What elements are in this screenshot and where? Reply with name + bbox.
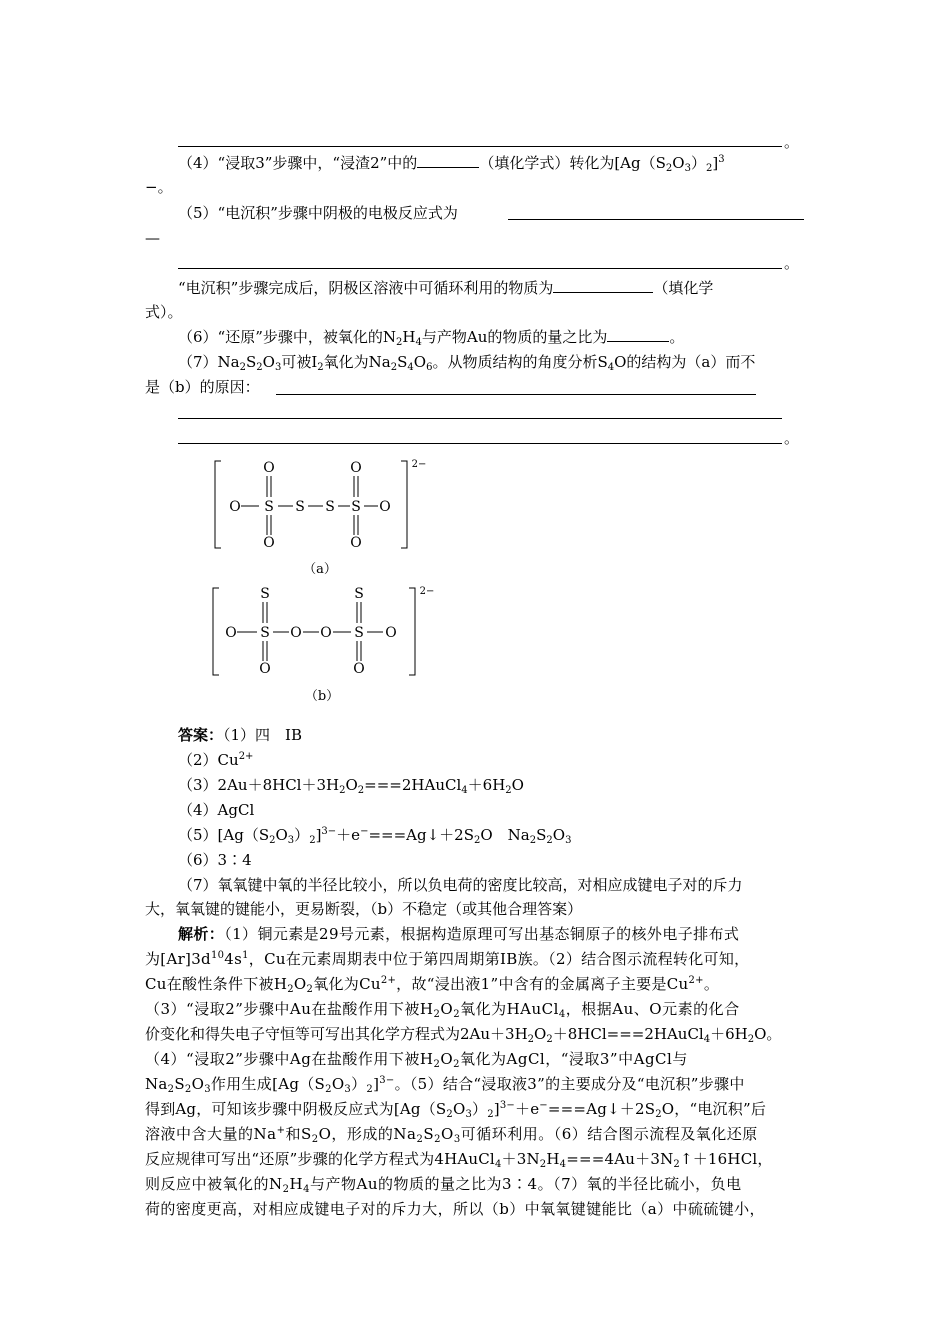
atom-b-bot-2: O bbox=[353, 661, 365, 677]
analysis-line-6: （4）“浸取2”步骤中Ag在盐酸作用下被$H_2O_2$氧化为AgCl，“浸取3”中AgCl与 bbox=[145, 1050, 688, 1070]
atom-a-top-1: O bbox=[263, 460, 275, 476]
analysis-line-7: $Na_2S_2O_3$作用生成$[Ag(S_2O_3)_2]^{3-}$。（5）结合“浸取液3”的主要成分及“电沉积”步骤中 bbox=[145, 1075, 745, 1095]
atom-a-top-2: O bbox=[350, 460, 362, 476]
answer-line-3: $(3)2Au+8HCl+3H_2O_2===2HAuCl_4+6H_2O$ bbox=[178, 776, 524, 796]
atom-a-bot-1: O bbox=[263, 535, 275, 551]
answer-line-7b: 大，氧氧键的键能小，更易断裂，（b）不稳定（或其他合理答案） bbox=[145, 900, 583, 918]
label-a: （a） bbox=[303, 562, 337, 577]
atom-a-mid-4: S bbox=[325, 499, 335, 515]
answer-line-5: $(5)[Ag(S_2O_3)_2]^{3-}+e^-===Ag↓+2S_2O$ $Na_2S_2O_3$ bbox=[178, 826, 572, 846]
q5-recycle-blank[interactable] bbox=[553, 278, 653, 293]
q7-line-1: $(7)Na_2S_2O_3$可被$I_2$氧化为$Na_2S_4O_6$。从物质结构的角度分析$S_4O$的结构为（a）而不 bbox=[178, 353, 756, 373]
q4-continuation: −。 bbox=[145, 178, 173, 196]
q4-blank[interactable] bbox=[417, 153, 479, 168]
q7-line-2: 是（b）的原因： bbox=[145, 378, 260, 396]
q5-end-mark: 。 bbox=[784, 254, 800, 272]
q5-dash: — bbox=[145, 229, 160, 247]
atom-a-mid-2: S bbox=[264, 499, 274, 515]
atom-b-mid-4: O bbox=[320, 625, 332, 641]
analysis-line-5: 价变化和得失电子守恒等可写出其化学方程式为$2Au+3H_2O_2+8HCl===2HAuCl_4+6H_2O$。 bbox=[145, 1025, 782, 1045]
answer-line-7a: （7）氧氧键中氧的半径比较小，所以负电荷的密度比较高，对相应成键电子对的斥力 bbox=[178, 876, 743, 894]
atom-b-mid-5: S bbox=[354, 625, 364, 641]
atom-a-mid-5: S bbox=[351, 499, 361, 515]
q7-blank-3[interactable] bbox=[178, 443, 782, 444]
analysis-line-12: 荷的密度更高，对相应成键电子对的斥力大，所以（b）中氧氧键键能比（a）中硫硫键小， bbox=[145, 1200, 765, 1218]
atom-b-top-2: S bbox=[354, 586, 364, 602]
analysis-line-11: 则反应中被氧化的$N_2H_4$与产物Au的物质的量之比为3∶4。（7）氧的半径比硫小，负电 bbox=[145, 1175, 742, 1195]
q5-blank-1[interactable] bbox=[508, 219, 804, 220]
analysis-line-3: Cu在酸性条件下被$H_2O_2$氧化为$Cu^{2+}$，故“浸出液1”中含有的金属离子主要是$Cu^{2+}$。 bbox=[145, 975, 720, 995]
q5-blank-2[interactable] bbox=[178, 268, 782, 269]
atom-a-mid-3: S bbox=[295, 499, 305, 515]
q5-line: （5）“电沉积”步骤中阴极的电极反应式为 bbox=[178, 204, 458, 222]
atom-b-bot-1: O bbox=[259, 661, 271, 677]
atom-b-mid-3: O bbox=[290, 625, 302, 641]
atom-b-top-1: S bbox=[260, 586, 270, 602]
label-b: （b） bbox=[304, 689, 340, 704]
analysis-title: 解析： bbox=[178, 925, 225, 943]
answer-line-2: $(2)Cu^{2+}$ bbox=[178, 751, 254, 769]
analysis-line-4: （3）“浸取2”步骤中Au在盐酸作用下被$H_2O_2$氧化为HAuCl$_4$，根据Au、O元素的化合 bbox=[145, 1000, 740, 1020]
answer-line-6: （6）3∶4 bbox=[178, 851, 252, 869]
structure-figure-a bbox=[205, 455, 445, 583]
q7-blank-1[interactable] bbox=[276, 394, 756, 395]
analysis-line-2: 为$[Ar]3d^{10}4s^1$，Cu在元素周期表中位于第四周期第ⅠB族。（2）结合图示流程转化可知， bbox=[145, 950, 750, 968]
atom-a-mid-6: O bbox=[379, 499, 391, 515]
atom-b-mid-1: O bbox=[225, 625, 237, 641]
analysis-line-1: 解析：（1）铜元素是29号元素，根据构造原理可写出基态铜原子的核外电子排布式 bbox=[178, 925, 740, 943]
q6-blank[interactable] bbox=[607, 327, 669, 342]
atom-a-mid-1: O bbox=[229, 499, 241, 515]
charge-a: 2− bbox=[411, 459, 427, 470]
analysis-line-10: 反应规律可写出“还原”步骤的化学方程式为$4HAuCl_4+3N_2H_4===4Au+3N_2↑+16HCl$， bbox=[145, 1150, 773, 1170]
atom-b-mid-2: S bbox=[260, 625, 270, 641]
answer-line-1: 答案：（1）四 ⅠB bbox=[178, 726, 303, 744]
q6-line: （6）“还原”步骤中，被氧化的$N_2H_4$与产物Au的物质的量之比为 。 bbox=[178, 328, 685, 348]
analysis-line-8: 得到Ag，可知该步骤中阴极反应式为$[Ag(S_2O_3)_2]^{3-}+e^-===Ag↓+2S_2O$，“电沉积”后 bbox=[145, 1100, 767, 1120]
q5-recycle-cont: 式）。 bbox=[145, 303, 183, 321]
analysis-line-9: 溶液中含大量的Na+和$S_2O$，形成的$Na_2S_2O_3$可循环利用。（6）结合图示流程及氧化还原 bbox=[145, 1125, 758, 1145]
q7-blank-2[interactable] bbox=[178, 418, 782, 419]
answer-title: 答案： bbox=[178, 726, 224, 744]
q3-answer-blank[interactable] bbox=[178, 146, 782, 147]
charge-b: 2− bbox=[419, 586, 435, 597]
structure-figure-b bbox=[205, 582, 445, 710]
q4-line: （4）“浸取3”步骤中，“浸渣2”中的 （填化学式）转化为$[Ag(S_2O_3)_2]^3$ bbox=[178, 154, 725, 174]
q7-end-mark: 。 bbox=[784, 429, 800, 447]
atom-a-bot-2: O bbox=[350, 535, 362, 551]
q5-recycle-line: “电沉积”步骤完成后，阴极区溶液中可循环利用的物质为 （填化学 bbox=[178, 279, 714, 297]
answer-line-4: （4）AgCl bbox=[178, 801, 255, 819]
q3-end-mark: 。 bbox=[784, 133, 800, 151]
atom-b-mid-6: O bbox=[385, 625, 397, 641]
